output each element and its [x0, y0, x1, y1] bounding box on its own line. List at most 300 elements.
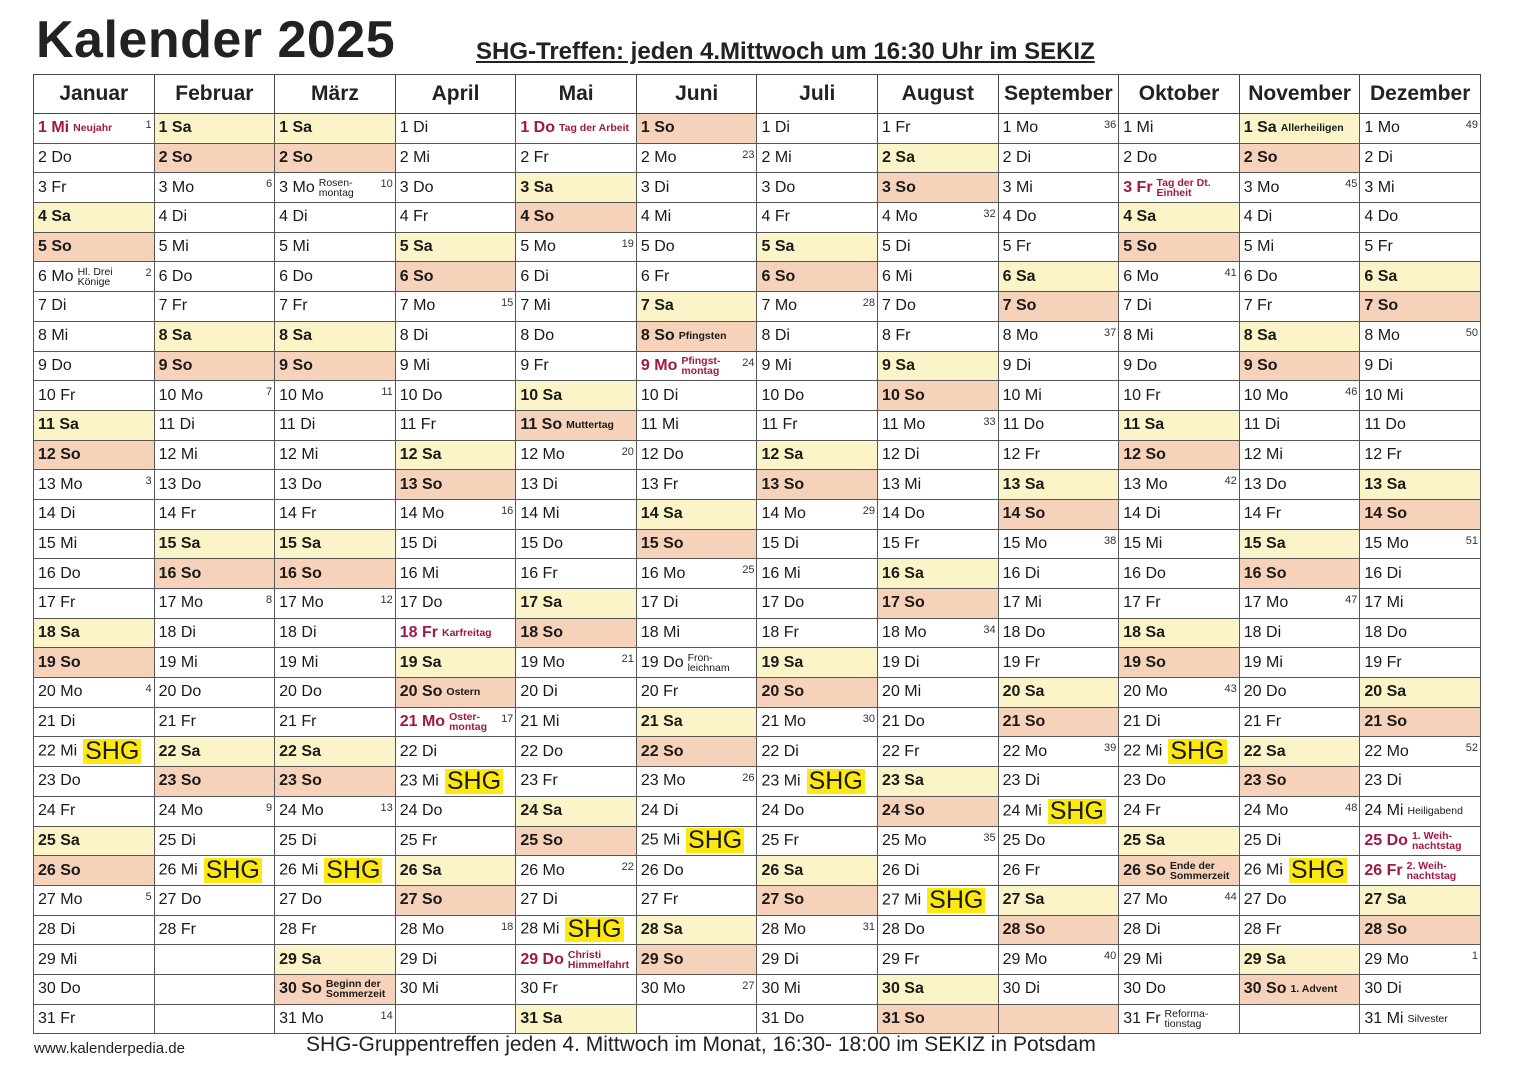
- day-cell: [757, 737, 878, 767]
- day-label: 14 Mo: [399, 505, 445, 523]
- day-label: 28 Mi: [520, 921, 560, 939]
- day-label: 1 Di: [761, 119, 790, 137]
- day-label: 31 Mo: [279, 1009, 324, 1027]
- day-cell: [1119, 203, 1240, 233]
- holiday-note: Allerheiligen: [1280, 122, 1344, 135]
- day-label: 25 Do: [1002, 831, 1046, 849]
- holiday-note: Fron- leichnam: [687, 651, 730, 674]
- day-label: 28 Di: [1123, 920, 1161, 938]
- day-cell: [1239, 678, 1360, 708]
- day-label: 5 Mi: [1243, 238, 1275, 256]
- day-label: 15 Mo: [1364, 534, 1409, 552]
- day-cell: [1239, 737, 1360, 767]
- day-label: 12 Di: [882, 445, 920, 463]
- day-label: 16 Do: [38, 564, 81, 582]
- day-cell: [154, 232, 275, 262]
- calendar-week-number: 38: [1103, 534, 1117, 547]
- day-cell: [154, 470, 275, 500]
- day-row: [34, 945, 1481, 975]
- day-cell: [636, 410, 757, 440]
- day-label: 23 Di: [1364, 772, 1402, 790]
- day-label: 27 Fr: [640, 891, 679, 909]
- day-label: 8 Mo: [1002, 327, 1039, 345]
- day-label: 17 Mi: [1364, 594, 1404, 612]
- day-cell: [275, 321, 396, 351]
- day-label: 7 Fr: [1243, 297, 1273, 315]
- day-cell: [275, 559, 396, 589]
- day-label: 18 Mi: [640, 624, 681, 642]
- day-label: 30 So: [279, 980, 322, 998]
- day-cell: [1360, 826, 1481, 856]
- day-cell: [516, 618, 637, 648]
- day-cell: [395, 114, 516, 144]
- shg-meeting-marker: SHG: [1170, 737, 1225, 766]
- day-label: 8 Mi: [38, 327, 69, 345]
- day-cell: [275, 292, 396, 322]
- day-cell: [154, 499, 275, 529]
- day-cell: [275, 767, 396, 797]
- day-label: 16 Do: [1123, 564, 1166, 582]
- day-label: 26 Fr: [1364, 861, 1403, 879]
- day-label: 23 So: [1243, 772, 1287, 790]
- day-label: 15 Di: [761, 534, 799, 552]
- day-cell: [516, 470, 637, 500]
- day-cell: [1360, 974, 1481, 1004]
- holiday-note: Ostern: [446, 686, 481, 699]
- calendar-week-number: 11: [381, 386, 393, 399]
- day-cell: [998, 381, 1119, 411]
- day-label: 16 So: [279, 564, 322, 582]
- day-cell: [636, 767, 757, 797]
- day-row: [34, 1004, 1481, 1034]
- day-cell: [636, 707, 757, 737]
- day-cell: [1239, 1004, 1360, 1034]
- day-label: 29 Mo: [1364, 950, 1409, 968]
- day-label: 28 So: [1002, 920, 1046, 938]
- day-cell: [1360, 321, 1481, 351]
- day-label: 11 Fr: [761, 416, 798, 434]
- day-label: 24 So: [882, 802, 925, 820]
- day-cell: [998, 114, 1119, 144]
- day-label: 23 Mi: [761, 772, 801, 790]
- calendar-week-number: 13: [380, 801, 393, 814]
- day-cell: [34, 678, 155, 708]
- calendar-week-number: 23: [742, 148, 755, 161]
- day-cell: [757, 440, 878, 470]
- footer-website: www.kalenderpedia.de: [34, 1040, 185, 1057]
- day-label: 9 Di: [1364, 356, 1393, 374]
- day-cell: [878, 737, 999, 767]
- day-cell: [275, 945, 396, 975]
- day-label: 15 So: [640, 534, 684, 552]
- day-label: 25 So: [520, 831, 563, 849]
- day-cell: [878, 262, 999, 292]
- day-label: 3 So: [882, 178, 916, 196]
- day-cell: [395, 470, 516, 500]
- day-cell: [998, 321, 1119, 351]
- day-cell: [1239, 915, 1360, 945]
- day-cell: [1119, 707, 1240, 737]
- day-row: [34, 470, 1481, 500]
- holiday-note: Tag der Dt. Einheit: [1156, 176, 1211, 199]
- day-label: 5 Mo: [520, 238, 556, 256]
- day-label: 22 Sa: [158, 742, 201, 760]
- day-cell: [1119, 1004, 1240, 1034]
- day-label: 27 So: [761, 891, 805, 909]
- day-label: 17 Mo: [279, 594, 324, 612]
- day-cell: [516, 143, 637, 173]
- day-label: 13 Mi: [882, 475, 922, 493]
- day-label: 15 Mi: [1123, 534, 1163, 552]
- day-cell: [154, 559, 275, 589]
- day-cell: [516, 351, 637, 381]
- day-label: 26 So: [1123, 861, 1166, 879]
- day-cell: [636, 945, 757, 975]
- day-label: 12 Sa: [761, 445, 804, 463]
- day-label: 3 Do: [761, 178, 796, 196]
- day-label: 26 Fr: [1002, 861, 1040, 879]
- day-cell: [636, 351, 757, 381]
- day-label: 1 Mo: [1002, 119, 1039, 137]
- calendar-week-number: 3: [145, 475, 152, 488]
- month-header: Januar: [34, 75, 155, 114]
- calendar-week-number: 25: [742, 564, 755, 577]
- day-cell: [34, 351, 155, 381]
- day-label: 10 So: [882, 386, 925, 404]
- day-row: [34, 529, 1481, 559]
- calendar-week-number: 43: [1224, 683, 1237, 696]
- calendar-week-number: 19: [621, 237, 634, 250]
- day-cell: [34, 796, 155, 826]
- day-cell: [757, 767, 878, 797]
- day-cell: [636, 885, 757, 915]
- day-cell: [757, 321, 878, 351]
- day-label: 9 Di: [1002, 356, 1032, 374]
- day-label: 8 Sa: [279, 327, 313, 345]
- day-label: 8 Sa: [158, 327, 192, 345]
- day-label: 10 Do: [761, 386, 805, 404]
- day-cell: [878, 232, 999, 262]
- day-cell: [395, 707, 516, 737]
- day-cell: [878, 470, 999, 500]
- day-cell: [1360, 499, 1481, 529]
- day-cell: [516, 381, 637, 411]
- day-label: 7 Mo: [399, 297, 436, 315]
- day-label: 4 Fr: [399, 208, 429, 226]
- day-cell: [395, 321, 516, 351]
- day-label: 9 Do: [1123, 356, 1157, 374]
- day-label: 19 Sa: [761, 653, 804, 671]
- day-label: 8 Di: [761, 327, 790, 345]
- day-label: 5 So: [38, 238, 72, 256]
- day-label: 8 So: [640, 327, 675, 345]
- day-label: 11 So: [520, 416, 563, 434]
- day-cell: [1119, 974, 1240, 1004]
- day-label: 11 Fr: [399, 416, 436, 434]
- calendar-week-number: 52: [1465, 742, 1478, 755]
- day-cell: [636, 440, 757, 470]
- day-row: [34, 292, 1481, 322]
- day-label: 10 Do: [399, 386, 443, 404]
- day-cell: [395, 1004, 516, 1034]
- day-label: 5 Mi: [279, 238, 310, 256]
- day-label: 5 Do: [640, 238, 675, 256]
- day-cell: [1360, 559, 1481, 589]
- day-label: 22 Sa: [279, 742, 321, 760]
- day-cell: [275, 499, 396, 529]
- day-label: 24 Mi: [1364, 802, 1404, 820]
- day-row: [34, 203, 1481, 233]
- calendar-week-number: 50: [1465, 326, 1478, 339]
- day-cell: [757, 974, 878, 1004]
- day-label: 14 Di: [1123, 505, 1161, 523]
- day-label: 7 Mo: [761, 297, 798, 315]
- day-label: 13 Mo: [38, 475, 83, 493]
- holiday-note: Tag der Arbeit: [558, 122, 629, 135]
- holiday-note: 2. Weih- nachtstag: [1406, 859, 1457, 882]
- day-cell: [1119, 262, 1240, 292]
- day-cell: [154, 262, 275, 292]
- day-label: 20 So: [761, 683, 805, 701]
- holiday-note: 1. Weih- nachtstag: [1411, 829, 1462, 852]
- day-cell: [1239, 321, 1360, 351]
- day-label: 15 Mo: [1002, 534, 1048, 552]
- day-cell: [1360, 114, 1481, 144]
- holiday-note: Karfreitag: [441, 626, 492, 639]
- day-cell: [878, 826, 999, 856]
- day-cell: [275, 885, 396, 915]
- day-cell: [275, 737, 396, 767]
- day-row: [34, 143, 1481, 173]
- day-label: 24 Sa: [520, 802, 563, 820]
- day-cell: [1119, 589, 1240, 619]
- day-cell: [275, 173, 396, 203]
- day-label: 14 Sa: [640, 505, 683, 523]
- day-label: 22 Mo: [1002, 742, 1048, 760]
- day-cell: [516, 232, 637, 262]
- day-label: 20 Sa: [1002, 683, 1045, 701]
- day-cell: [275, 529, 396, 559]
- day-row: [34, 173, 1481, 203]
- day-label: 8 Sa: [1243, 327, 1277, 345]
- day-cell: [34, 589, 155, 619]
- calendar-week-number: 45: [1345, 178, 1358, 191]
- footer-note: SHG-Gruppentreffen jeden 4. Mittwoch im Monat, 16:30- 18:00 im SEKIZ in Potsdam: [306, 1033, 1096, 1056]
- day-label: 11 Do: [1364, 416, 1406, 434]
- day-cell: [757, 143, 878, 173]
- day-label: 30 Di: [1002, 980, 1040, 998]
- calendar-week-number: 33: [983, 415, 996, 428]
- day-label: 21 Fr: [279, 713, 317, 731]
- day-label: 14 Fr: [279, 505, 317, 523]
- day-cell: [275, 381, 396, 411]
- day-cell: [1360, 1004, 1481, 1034]
- day-label: 12 Mi: [158, 445, 198, 463]
- day-cell: [34, 767, 155, 797]
- day-label: 17 Di: [640, 594, 679, 612]
- calendar-week-number: 21: [621, 653, 634, 666]
- day-row: [34, 885, 1481, 915]
- day-cell: [34, 173, 155, 203]
- day-label: 19 Fr: [1364, 653, 1402, 671]
- day-label: 2 Di: [1002, 149, 1032, 167]
- day-cell: [154, 351, 275, 381]
- day-cell: [395, 529, 516, 559]
- day-cell: [757, 1004, 878, 1034]
- day-label: 10 Mo: [158, 386, 204, 404]
- day-label: 30 Do: [1123, 980, 1166, 998]
- day-label: 28 Sa: [640, 920, 683, 938]
- day-label: 17 Do: [761, 594, 805, 612]
- day-label: 28 Mo: [399, 920, 445, 938]
- day-label: 29 Fr: [882, 950, 920, 968]
- day-cell: [34, 321, 155, 351]
- day-cell: [1360, 707, 1481, 737]
- day-cell: [998, 826, 1119, 856]
- day-cell: [878, 618, 999, 648]
- day-cell: [757, 114, 878, 144]
- day-label: 4 Sa: [38, 208, 71, 226]
- day-cell: [998, 440, 1119, 470]
- day-label: 14 So: [1364, 505, 1408, 523]
- day-cell: [154, 143, 275, 173]
- calendar-week-number: 36: [1103, 119, 1117, 131]
- day-label: 7 So: [1002, 297, 1037, 315]
- day-cell: [275, 1004, 396, 1034]
- day-cell: [757, 856, 878, 886]
- day-cell: [275, 114, 396, 144]
- day-cell: [34, 143, 155, 173]
- day-label: 2 Fr: [520, 149, 549, 167]
- day-label: 24 Fr: [38, 802, 76, 820]
- day-row: [34, 232, 1481, 262]
- day-cell: [636, 262, 757, 292]
- day-label: 12 So: [38, 445, 81, 463]
- day-cell: [757, 470, 878, 500]
- day-label: 22 Mi: [38, 743, 78, 761]
- day-label: 1 Sa: [1243, 119, 1277, 137]
- day-cell: [516, 589, 637, 619]
- day-label: 3 Mo: [158, 178, 195, 196]
- day-label: 17 Fr: [1123, 594, 1161, 612]
- holiday-note: Rosen- montag: [318, 176, 354, 199]
- day-cell: [154, 678, 275, 708]
- day-cell: [636, 321, 757, 351]
- day-cell: [757, 559, 878, 589]
- day-cell: [1360, 885, 1481, 915]
- day-label: 18 Fr: [761, 624, 799, 642]
- day-label: 16 Sa: [882, 564, 924, 582]
- day-label: 25 Di: [1243, 831, 1282, 849]
- day-cell: [516, 262, 637, 292]
- day-cell: [154, 589, 275, 619]
- day-label: 19 Fr: [1002, 653, 1040, 671]
- day-label: 9 So: [158, 356, 193, 374]
- day-cell: [1239, 292, 1360, 322]
- day-cell: [1360, 767, 1481, 797]
- month-header: August: [878, 75, 999, 114]
- day-label: 21 Fr: [158, 713, 196, 731]
- day-row: [34, 767, 1481, 797]
- day-label: 1 Mi: [1123, 119, 1154, 137]
- day-label: 18 Di: [158, 624, 196, 642]
- calendar-week-number: 18: [501, 920, 514, 933]
- day-row: [34, 737, 1481, 767]
- day-label: 1 Sa: [279, 119, 313, 137]
- day-cell: [275, 618, 396, 648]
- day-label: 28 Fr: [1243, 920, 1282, 938]
- day-label: 11 Mo: [882, 416, 926, 434]
- day-label: 9 Do: [38, 356, 72, 374]
- calendar-week-number: 35: [983, 831, 996, 844]
- day-cell: [1360, 262, 1481, 292]
- day-cell: [1239, 410, 1360, 440]
- day-label: 22 Mo: [1364, 742, 1409, 760]
- day-label: 15 Di: [399, 534, 438, 552]
- day-label: 5 Fr: [1002, 238, 1032, 256]
- day-label: 25 Fr: [399, 831, 438, 849]
- day-label: 3 Sa: [520, 178, 554, 196]
- day-cell: [34, 915, 155, 945]
- day-label: 28 Di: [38, 920, 76, 938]
- day-label: 13 Do: [1243, 475, 1287, 493]
- day-cell: [395, 648, 516, 678]
- day-cell: [34, 856, 155, 886]
- day-label: 18 Sa: [38, 624, 80, 642]
- day-cell: [998, 707, 1119, 737]
- day-label: 9 Fr: [520, 356, 549, 374]
- day-cell: [998, 292, 1119, 322]
- day-cell: [998, 1004, 1119, 1034]
- day-row: [34, 410, 1481, 440]
- day-cell: [636, 381, 757, 411]
- day-label: 10 Mo: [279, 386, 324, 404]
- day-label: 29 Di: [399, 950, 438, 968]
- day-label: 13 Fr: [640, 475, 679, 493]
- calendar-week-number: 31: [862, 920, 876, 933]
- day-label: 25 Sa: [1123, 831, 1166, 849]
- day-cell: [275, 707, 396, 737]
- day-cell: [275, 440, 396, 470]
- day-cell: [1239, 470, 1360, 500]
- day-label: 24 Mo: [279, 802, 324, 820]
- day-cell: [636, 470, 757, 500]
- month-header: Juni: [636, 75, 757, 114]
- day-label: 2 So: [1243, 149, 1278, 167]
- day-cell: [1119, 648, 1240, 678]
- day-label: 22 So: [640, 742, 684, 760]
- day-cell: [34, 232, 155, 262]
- day-cell: [998, 559, 1119, 589]
- day-label: 4 Di: [1243, 208, 1273, 226]
- day-label: 8 Do: [520, 327, 555, 345]
- day-label: 11 Sa: [38, 416, 79, 434]
- day-cell: [1119, 292, 1240, 322]
- day-cell: [878, 589, 999, 619]
- day-cell: [636, 292, 757, 322]
- day-label: 8 Mi: [1123, 327, 1154, 345]
- day-label: 17 Fr: [38, 594, 76, 612]
- day-cell: [878, 173, 999, 203]
- day-label: 4 Di: [158, 208, 188, 226]
- day-label: 6 So: [399, 267, 434, 285]
- day-label: 13 Do: [158, 475, 202, 493]
- day-cell: [154, 767, 275, 797]
- day-cell: [998, 232, 1119, 262]
- day-label: 3 Di: [640, 178, 670, 196]
- day-cell: [516, 737, 637, 767]
- day-label: 12 So: [1123, 445, 1166, 463]
